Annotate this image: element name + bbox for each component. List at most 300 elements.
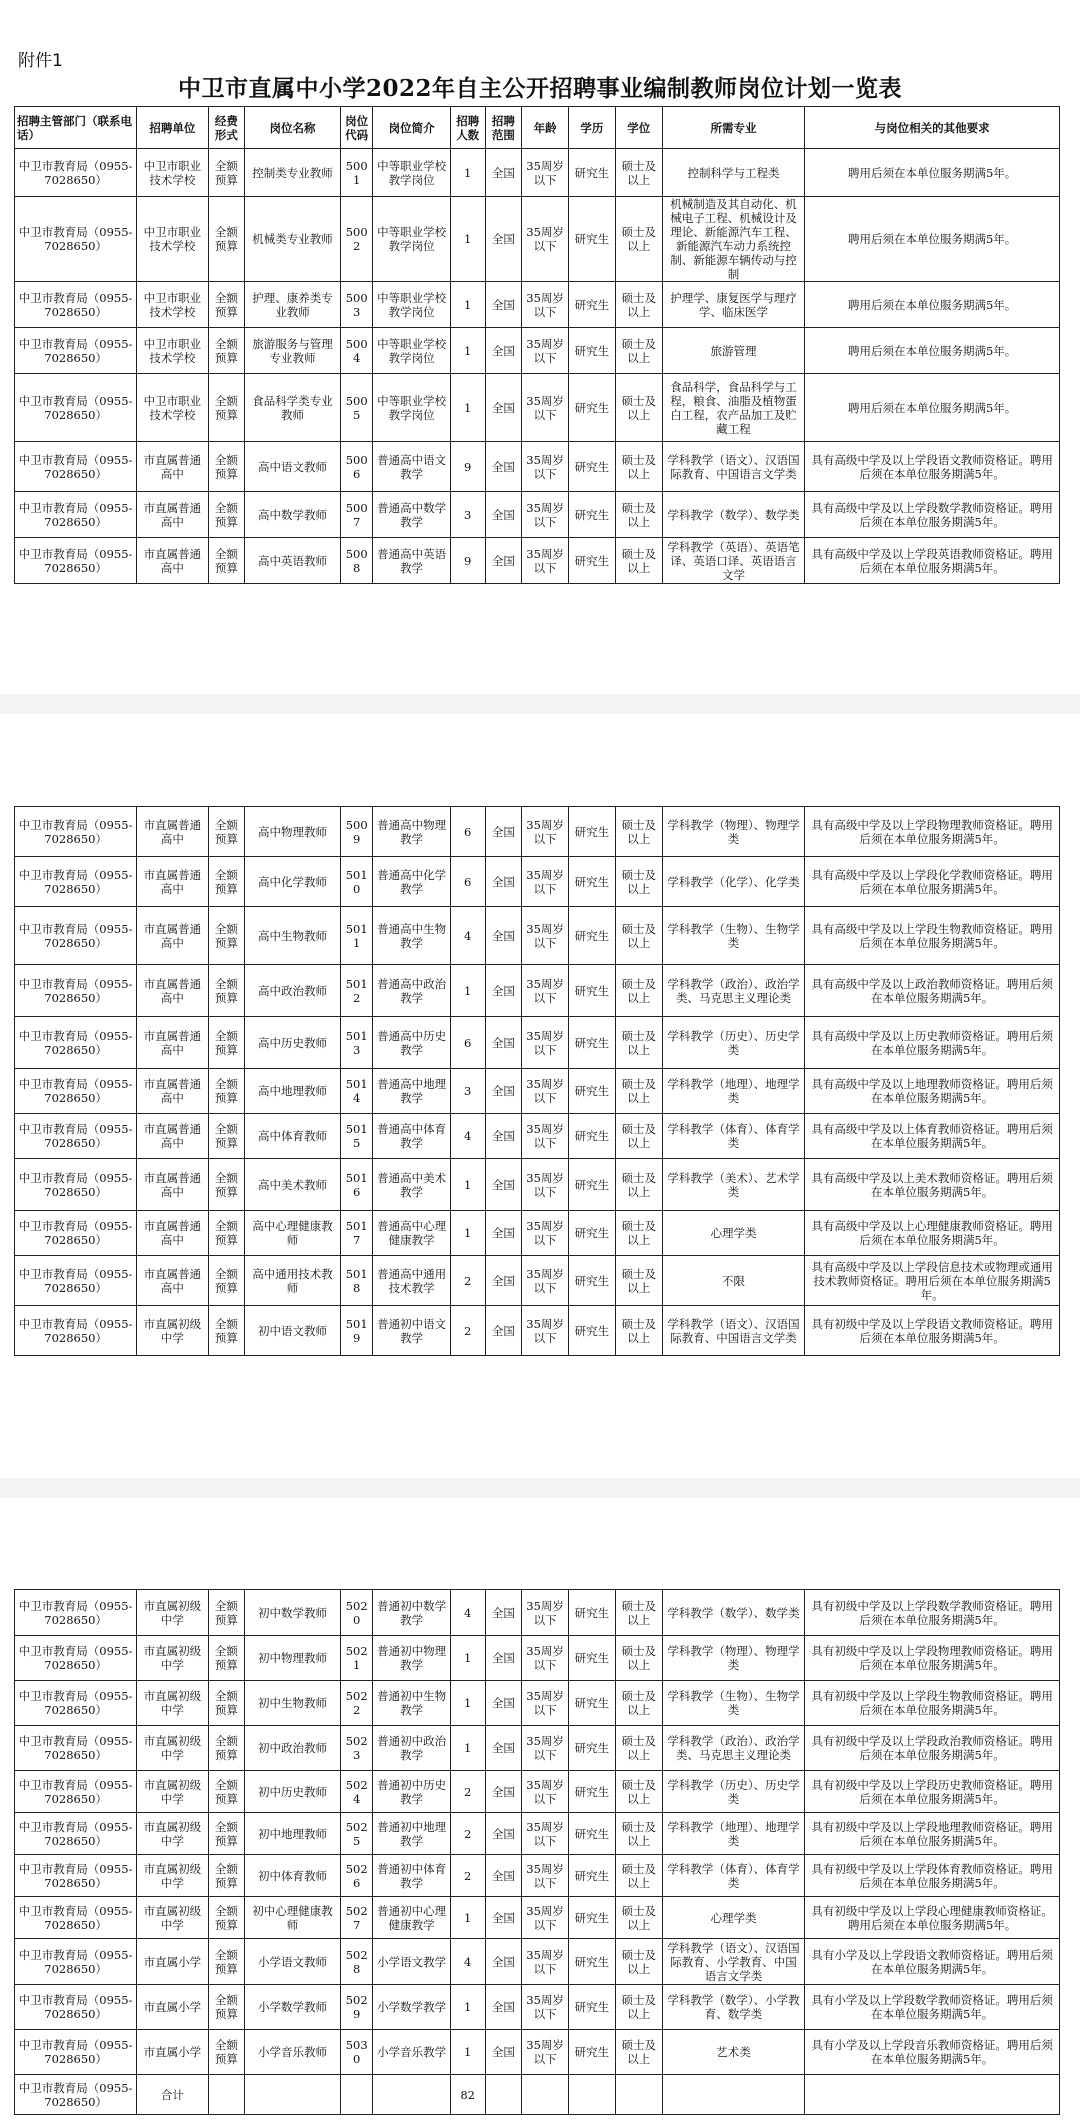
table-cell: 普通高中生物教学 bbox=[373, 907, 450, 965]
table-cell: 硕士及以上 bbox=[615, 492, 662, 538]
table-cell: 学科教学（生物）、生物学类 bbox=[662, 1681, 805, 1726]
table-cell: 聘用后须在本单位服务期满5年。 bbox=[805, 374, 1060, 442]
table-cell: 5017 bbox=[340, 1211, 373, 1256]
table-row bbox=[15, 1855, 1060, 1897]
table-row bbox=[15, 857, 1060, 907]
empty-cell bbox=[615, 2075, 662, 2115]
table-cell: 学科教学（物理）、物理学类 bbox=[662, 1636, 805, 1681]
table-cell: 1 bbox=[450, 965, 485, 1017]
table-cell: 市直属初级中学 bbox=[137, 1855, 208, 1897]
table-cell: 全国 bbox=[485, 538, 522, 584]
table-cell: 高中生物教师 bbox=[245, 907, 341, 965]
table-cell: 普通高中通用技术教学 bbox=[373, 1256, 450, 1306]
table-cell: 研究生 bbox=[569, 374, 616, 442]
column-header: 岗位名称 bbox=[245, 107, 341, 149]
table-row bbox=[15, 1636, 1060, 1681]
table-cell: 普通高中政治教学 bbox=[373, 965, 450, 1017]
table-cell: 研究生 bbox=[569, 328, 616, 374]
table-row bbox=[15, 1159, 1060, 1211]
table-cell: 初中地理教师 bbox=[245, 1813, 341, 1855]
table-cell: 1 bbox=[450, 374, 485, 442]
table-cell: 小学音乐教师 bbox=[245, 2030, 341, 2075]
table-cell: 35周岁以下 bbox=[522, 1069, 569, 1114]
table-cell: 具有高级中学及以上心理健康教师资格证。聘用后须在本单位服务期满5年。 bbox=[805, 1211, 1060, 1256]
table-cell: 硕士及以上 bbox=[615, 1939, 662, 1985]
table-cell: 具有高级中学及以上学段信息技术或物理或通用技术教师资格证。聘用后须在本单位服务期满5年。 bbox=[805, 1256, 1060, 1306]
table-row bbox=[15, 282, 1060, 328]
table-cell: 研究生 bbox=[569, 1069, 616, 1114]
table-cell: 全国 bbox=[485, 807, 522, 857]
table-cell: 全国 bbox=[485, 1681, 522, 1726]
table-cell: 4 bbox=[450, 1590, 485, 1636]
table-cell: 硕士及以上 bbox=[615, 907, 662, 965]
table-row bbox=[15, 2030, 1060, 2075]
table-cell: 市直属初级中学 bbox=[137, 1813, 208, 1855]
table-cell: 硕士及以上 bbox=[615, 965, 662, 1017]
table-cell: 研究生 bbox=[569, 1897, 616, 1939]
table-cell: 全额预算 bbox=[208, 1256, 245, 1306]
table-cell: 硕士及以上 bbox=[615, 1306, 662, 1356]
table-cell: 5016 bbox=[340, 1159, 373, 1211]
table-cell: 不限 bbox=[662, 1256, 805, 1306]
table-cell: 全额预算 bbox=[208, 149, 245, 197]
table-cell: 5030 bbox=[340, 2030, 373, 2075]
table-cell: 全额预算 bbox=[208, 282, 245, 328]
table-cell: 中卫市教育局（0955-7028650） bbox=[15, 282, 137, 328]
table-cell: 全国 bbox=[485, 857, 522, 907]
table-cell: 硕士及以上 bbox=[615, 1985, 662, 2030]
table-cell: 1 bbox=[450, 1681, 485, 1726]
table-cell: 具有初级中学及以上学段物理教师资格证。聘用后须在本单位服务期满5年。 bbox=[805, 1636, 1060, 1681]
table-cell: 学科教学（语文）、汉语国际教育、中国语言文学类 bbox=[662, 442, 805, 492]
table-cell: 5001 bbox=[340, 149, 373, 197]
table-cell: 艺术类 bbox=[662, 2030, 805, 2075]
table-cell: 全国 bbox=[485, 907, 522, 965]
table-cell: 初中体育教师 bbox=[245, 1855, 341, 1897]
table-cell: 市直属初级中学 bbox=[137, 1590, 208, 1636]
table-cell: 市直属普通高中 bbox=[137, 442, 208, 492]
column-header: 经费形式 bbox=[208, 107, 245, 149]
table-cell: 35周岁以下 bbox=[522, 1681, 569, 1726]
table-cell: 具有初级中学及以上学段政治教师资格证。聘用后须在本单位服务期满5年。 bbox=[805, 1726, 1060, 1771]
table-cell: 中卫市教育局（0955-7028650） bbox=[15, 1017, 137, 1069]
table-cell: 学科教学（地理）、地理学类 bbox=[662, 1813, 805, 1855]
table-cell: 普通高中美术教学 bbox=[373, 1159, 450, 1211]
table-cell: 普通高中语文教学 bbox=[373, 442, 450, 492]
table-cell: 全额预算 bbox=[208, 807, 245, 857]
table-cell: 普通高中体育教学 bbox=[373, 1114, 450, 1159]
table-cell: 5008 bbox=[340, 538, 373, 584]
table-cell: 小学数学教师 bbox=[245, 1985, 341, 2030]
table-cell: 具有初级中学及以上学段历史教师资格证。聘用后须在本单位服务期满5年。 bbox=[805, 1771, 1060, 1813]
table-cell: 5003 bbox=[340, 282, 373, 328]
table-cell: 小学音乐教学 bbox=[373, 2030, 450, 2075]
table-cell: 研究生 bbox=[569, 538, 616, 584]
table-cell: 全国 bbox=[485, 1017, 522, 1069]
table-cell: 普通高中数学教学 bbox=[373, 492, 450, 538]
table-cell: 市直属普通高中 bbox=[137, 1211, 208, 1256]
table-row bbox=[15, 1681, 1060, 1726]
table-cell: 普通初中物理教学 bbox=[373, 1636, 450, 1681]
table-cell: 5013 bbox=[340, 1017, 373, 1069]
table-cell: 中卫市教育局（0955-7028650） bbox=[15, 1726, 137, 1771]
table-cell: 35周岁以下 bbox=[522, 282, 569, 328]
table-row bbox=[15, 328, 1060, 374]
table-cell: 全额预算 bbox=[208, 1017, 245, 1069]
table-cell: 5005 bbox=[340, 374, 373, 442]
table-row bbox=[15, 965, 1060, 1017]
table-cell: 市直属普通高中 bbox=[137, 807, 208, 857]
table-cell: 全额预算 bbox=[208, 1211, 245, 1256]
table-row bbox=[15, 1069, 1060, 1114]
table-cell: 学科教学（体育）、体育学类 bbox=[662, 1855, 805, 1897]
table-cell: 35周岁以下 bbox=[522, 2030, 569, 2075]
table-cell: 全国 bbox=[485, 1114, 522, 1159]
table-cell: 学科教学（政治）、政治学类、马克思主义理论类 bbox=[662, 1726, 805, 1771]
table-cell: 5023 bbox=[340, 1726, 373, 1771]
table-cell: 全国 bbox=[485, 328, 522, 374]
table-cell: 学科教学（历史）、历史学类 bbox=[662, 1017, 805, 1069]
table-cell: 市直属普通高中 bbox=[137, 1256, 208, 1306]
table-row bbox=[15, 1985, 1060, 2030]
table-cell: 2 bbox=[450, 1256, 485, 1306]
table-cell: 具有小学及以上学段语文教师资格证。聘用后须在本单位服务期满5年。 bbox=[805, 1939, 1060, 1985]
table-row bbox=[15, 149, 1060, 197]
table-cell: 5020 bbox=[340, 1590, 373, 1636]
table-cell: 1 bbox=[450, 282, 485, 328]
table-row bbox=[15, 907, 1060, 965]
table-row bbox=[15, 1211, 1060, 1256]
table-cell: 初中语文教师 bbox=[245, 1306, 341, 1356]
table-cell: 普通高中地理教学 bbox=[373, 1069, 450, 1114]
table-cell: 35周岁以下 bbox=[522, 1636, 569, 1681]
table-cell: 全额预算 bbox=[208, 965, 245, 1017]
table-cell: 全额预算 bbox=[208, 442, 245, 492]
table-cell: 1 bbox=[450, 328, 485, 374]
table-cell: 中卫市教育局（0955-7028650） bbox=[15, 1985, 137, 2030]
table-cell: 旅游管理 bbox=[662, 328, 805, 374]
table-cell: 中卫市职业技术学校 bbox=[137, 282, 208, 328]
table-cell: 中等职业学校教学岗位 bbox=[373, 374, 450, 442]
table-cell: 高中语文教师 bbox=[245, 442, 341, 492]
positions-table-page-1 bbox=[14, 106, 1060, 584]
table-cell: 具有高级中学及以上学段语文教师资格证。聘用后须在本单位服务期满5年。 bbox=[805, 442, 1060, 492]
table-cell: 中卫市教育局（0955-7028650） bbox=[15, 1681, 137, 1726]
table-cell: 小学语文教学 bbox=[373, 1939, 450, 1985]
table-cell: 初中心理健康教师 bbox=[245, 1897, 341, 1939]
table-cell: 全额预算 bbox=[208, 1590, 245, 1636]
table-cell: 硕士及以上 bbox=[615, 1636, 662, 1681]
table-cell: 中等职业学校教学岗位 bbox=[373, 197, 450, 282]
table-cell: 中卫市教育局（0955-7028650） bbox=[15, 1159, 137, 1211]
table-cell: 5010 bbox=[340, 857, 373, 907]
table-cell: 研究生 bbox=[569, 857, 616, 907]
empty-cell bbox=[569, 2075, 616, 2115]
table-cell: 市直属普通高中 bbox=[137, 1114, 208, 1159]
table-cell: 35周岁以下 bbox=[522, 857, 569, 907]
table-cell: 3 bbox=[450, 1069, 485, 1114]
table-cell: 小学数学教学 bbox=[373, 1985, 450, 2030]
table-row bbox=[15, 1771, 1060, 1813]
table-cell: 中卫市教育局（0955-7028650） bbox=[15, 1211, 137, 1256]
table-cell: 中卫市职业技术学校 bbox=[137, 328, 208, 374]
table-cell: 具有初级中学及以上学段地理教师资格证。聘用后须在本单位服务期满5年。 bbox=[805, 1813, 1060, 1855]
table-cell: 研究生 bbox=[569, 492, 616, 538]
column-header: 招聘主管部门（联系电话） bbox=[15, 107, 137, 149]
table-cell: 中卫市职业技术学校 bbox=[137, 374, 208, 442]
table-cell: 35周岁以下 bbox=[522, 1256, 569, 1306]
table-cell: 研究生 bbox=[569, 2030, 616, 2075]
table-cell: 全国 bbox=[485, 197, 522, 282]
table-cell: 9 bbox=[450, 442, 485, 492]
table-cell: 5018 bbox=[340, 1256, 373, 1306]
table-cell: 1 bbox=[450, 1159, 485, 1211]
column-header: 与岗位相关的其他要求 bbox=[805, 107, 1060, 149]
table-cell: 学科教学（地理）、地理学类 bbox=[662, 1069, 805, 1114]
table-cell: 6 bbox=[450, 857, 485, 907]
table-cell: 中卫市教育局（0955-7028650） bbox=[15, 1636, 137, 1681]
table-cell: 初中生物教师 bbox=[245, 1681, 341, 1726]
table-cell: 学科教学（英语）、英语笔译、英语口译、英语语言文学 bbox=[662, 538, 805, 584]
table-cell: 35周岁以下 bbox=[522, 1897, 569, 1939]
table-cell: 全额预算 bbox=[208, 328, 245, 374]
column-header: 岗位简介 bbox=[373, 107, 450, 149]
table-cell: 市直属普通高中 bbox=[137, 538, 208, 584]
table-cell: 5006 bbox=[340, 442, 373, 492]
table-cell: 学科教学（体育）、体育学类 bbox=[662, 1114, 805, 1159]
table-cell: 全额预算 bbox=[208, 1855, 245, 1897]
table-row bbox=[15, 1306, 1060, 1356]
table-cell: 小学语文教师 bbox=[245, 1939, 341, 1985]
table-cell: 研究生 bbox=[569, 1985, 616, 2030]
table-cell: 市直属普通高中 bbox=[137, 1017, 208, 1069]
table-cell: 中卫市职业技术学校 bbox=[137, 149, 208, 197]
table-cell: 具有初级中学及以上学段生物教师资格证。聘用后须在本单位服务期满5年。 bbox=[805, 1681, 1060, 1726]
table-cell: 5007 bbox=[340, 492, 373, 538]
column-header: 所需专业 bbox=[662, 107, 805, 149]
empty-cell bbox=[208, 2075, 245, 2115]
table-cell: 35周岁以下 bbox=[522, 1159, 569, 1211]
table-cell: 普通初中心理健康教学 bbox=[373, 1897, 450, 1939]
table-cell: 中卫市教育局（0955-7028650） bbox=[15, 1069, 137, 1114]
table-cell: 硕士及以上 bbox=[615, 538, 662, 584]
table-cell: 中卫市职业技术学校 bbox=[137, 197, 208, 282]
table-cell: 研究生 bbox=[569, 442, 616, 492]
table-cell: 高中数学教师 bbox=[245, 492, 341, 538]
table-cell: 聘用后须在本单位服务期满5年。 bbox=[805, 197, 1060, 282]
table-cell: 中卫市教育局（0955-7028650） bbox=[15, 1771, 137, 1813]
table-cell: 具有高级中学及以上学段数学教师资格证。聘用后须在本单位服务期满5年。 bbox=[805, 492, 1060, 538]
table-cell: 5024 bbox=[340, 1771, 373, 1813]
table-cell: 4 bbox=[450, 1939, 485, 1985]
table-cell: 普通初中历史教学 bbox=[373, 1771, 450, 1813]
table-cell: 研究生 bbox=[569, 1114, 616, 1159]
column-header: 招聘范围 bbox=[485, 107, 522, 149]
table-cell: 中卫市教育局（0955-7028650） bbox=[15, 149, 137, 197]
table-cell: 全国 bbox=[485, 492, 522, 538]
table-cell: 中等职业学校教学岗位 bbox=[373, 149, 450, 197]
table-cell: 研究生 bbox=[569, 197, 616, 282]
table-row bbox=[15, 1017, 1060, 1069]
table-cell: 全国 bbox=[485, 1256, 522, 1306]
table-cell: 硕士及以上 bbox=[615, 1211, 662, 1256]
table-cell: 具有高级中学及以上美术教师资格证。聘用后须在本单位服务期满5年。 bbox=[805, 1159, 1060, 1211]
table-cell: 全国 bbox=[485, 374, 522, 442]
table-cell: 5015 bbox=[340, 1114, 373, 1159]
table-cell: 5021 bbox=[340, 1636, 373, 1681]
table-cell: 35周岁以下 bbox=[522, 807, 569, 857]
table-cell: 具有初级中学及以上学段语文教师资格证。聘用后须在本单位服务期满5年。 bbox=[805, 1306, 1060, 1356]
table-cell: 2 bbox=[450, 1855, 485, 1897]
table-cell: 5012 bbox=[340, 965, 373, 1017]
table-cell: 全国 bbox=[485, 1855, 522, 1897]
table-cell: 学科教学（数学）、数学类 bbox=[662, 492, 805, 538]
table-cell: 35周岁以下 bbox=[522, 374, 569, 442]
table-cell: 全国 bbox=[485, 1636, 522, 1681]
table-row bbox=[15, 442, 1060, 492]
table-cell: 5029 bbox=[340, 1985, 373, 2030]
table-cell: 高中英语教师 bbox=[245, 538, 341, 584]
table-cell: 初中物理教师 bbox=[245, 1636, 341, 1681]
table-cell: 1 bbox=[450, 1897, 485, 1939]
table-cell: 硕士及以上 bbox=[615, 282, 662, 328]
table-cell: 6 bbox=[450, 807, 485, 857]
table-cell: 全额预算 bbox=[208, 1114, 245, 1159]
table-cell: 控制类专业教师 bbox=[245, 149, 341, 197]
table-cell: 高中化学教师 bbox=[245, 857, 341, 907]
table-cell: 初中数学教师 bbox=[245, 1590, 341, 1636]
table-row bbox=[15, 1114, 1060, 1159]
table-cell: 硕士及以上 bbox=[615, 1771, 662, 1813]
table-cell: 中卫市教育局（0955-7028650） bbox=[15, 1256, 137, 1306]
table-cell: 控制科学与工程类 bbox=[662, 149, 805, 197]
table-cell: 研究生 bbox=[569, 907, 616, 965]
table-cell: 全国 bbox=[485, 1211, 522, 1256]
table-cell: 旅游服务与管理专业教师 bbox=[245, 328, 341, 374]
table-cell: 5028 bbox=[340, 1939, 373, 1985]
table-cell: 硕士及以上 bbox=[615, 1813, 662, 1855]
table-cell: 35周岁以下 bbox=[522, 1114, 569, 1159]
table-cell: 中卫市教育局（0955-7028650） bbox=[15, 197, 137, 282]
table-cell: 具有初级中学及以上学段体育教师资格证。聘用后须在本单位服务期满5年。 bbox=[805, 1855, 1060, 1897]
table-cell: 2 bbox=[450, 1813, 485, 1855]
document-title: 中卫市直属中小学2022年自主公开招聘事业编制教师岗位计划一览表 bbox=[177, 75, 902, 102]
table-cell: 9 bbox=[450, 538, 485, 584]
table-cell: 全额预算 bbox=[208, 1636, 245, 1681]
table-cell: 全额预算 bbox=[208, 1939, 245, 1985]
table-cell: 全国 bbox=[485, 1985, 522, 2030]
table-cell: 心理学类 bbox=[662, 1211, 805, 1256]
positions-table-page-3 bbox=[14, 1589, 1060, 2115]
positions-table-page-2 bbox=[14, 806, 1060, 1356]
table-cell: 具有高级中学及以上体育教师资格证。聘用后须在本单位服务期满5年。 bbox=[805, 1114, 1060, 1159]
table-cell: 高中政治教师 bbox=[245, 965, 341, 1017]
empty-cell bbox=[662, 2075, 805, 2115]
table-cell: 全国 bbox=[485, 1813, 522, 1855]
table-cell: 市直属小学 bbox=[137, 2030, 208, 2075]
total-department: 中卫市教育局（0955-7028650） bbox=[15, 2075, 137, 2115]
table-row bbox=[15, 1939, 1060, 1985]
table-cell: 护理、康养类专业教师 bbox=[245, 282, 341, 328]
table-cell: 研究生 bbox=[569, 1771, 616, 1813]
attachment-label: 附件1 bbox=[18, 51, 63, 71]
table-cell: 中卫市教育局（0955-7028650） bbox=[15, 807, 137, 857]
table-cell: 1 bbox=[450, 149, 485, 197]
table-cell: 聘用后须在本单位服务期满5年。 bbox=[805, 282, 1060, 328]
table-cell: 市直属普通高中 bbox=[137, 1069, 208, 1114]
table-cell: 市直属初级中学 bbox=[137, 1636, 208, 1681]
table-cell: 研究生 bbox=[569, 1211, 616, 1256]
table-cell: 市直属普通高中 bbox=[137, 492, 208, 538]
table-cell: 全国 bbox=[485, 2030, 522, 2075]
table-cell: 中卫市教育局（0955-7028650） bbox=[15, 965, 137, 1017]
table-cell: 35周岁以下 bbox=[522, 1771, 569, 1813]
table-cell: 高中历史教师 bbox=[245, 1017, 341, 1069]
table-cell: 硕士及以上 bbox=[615, 807, 662, 857]
table-cell: 35周岁以下 bbox=[522, 538, 569, 584]
table-cell: 35周岁以下 bbox=[522, 197, 569, 282]
table-cell: 研究生 bbox=[569, 1636, 616, 1681]
table-cell: 普通初中语文教学 bbox=[373, 1306, 450, 1356]
table-cell: 1 bbox=[450, 1636, 485, 1681]
table-cell: 具有小学及以上学段音乐教师资格证。聘用后须在本单位服务期满5年。 bbox=[805, 2030, 1060, 2075]
table-cell: 全国 bbox=[485, 282, 522, 328]
table-cell: 4 bbox=[450, 907, 485, 965]
table-row bbox=[15, 1590, 1060, 1636]
table-cell: 市直属普通高中 bbox=[137, 1159, 208, 1211]
column-header: 招聘单位 bbox=[137, 107, 208, 149]
table-row bbox=[15, 1256, 1060, 1306]
table-row bbox=[15, 1726, 1060, 1771]
table-cell: 硕士及以上 bbox=[615, 1017, 662, 1069]
table-cell: 初中政治教师 bbox=[245, 1726, 341, 1771]
table-cell: 学科教学（化学）、化学类 bbox=[662, 857, 805, 907]
table-cell: 机械类专业教师 bbox=[245, 197, 341, 282]
table-cell: 具有高级中学及以上学段英语教师资格证。聘用后须在本单位服务期满5年。 bbox=[805, 538, 1060, 584]
table-cell: 硕士及以上 bbox=[615, 1069, 662, 1114]
table-cell: 中卫市教育局（0955-7028650） bbox=[15, 374, 137, 442]
table-cell: 5027 bbox=[340, 1897, 373, 1939]
table-cell: 研究生 bbox=[569, 1855, 616, 1897]
table-row bbox=[15, 538, 1060, 584]
table-cell: 聘用后须在本单位服务期满5年。 bbox=[805, 328, 1060, 374]
table-cell: 学科教学（数学）、数学类 bbox=[662, 1590, 805, 1636]
table-cell: 中卫市教育局（0955-7028650） bbox=[15, 1590, 137, 1636]
table-cell: 具有小学及以上学段数学教师资格证。聘用后须在本单位服务期满5年。 bbox=[805, 1985, 1060, 2030]
table-cell: 全国 bbox=[485, 1726, 522, 1771]
table-cell: 35周岁以下 bbox=[522, 1939, 569, 1985]
table-cell: 普通高中物理教学 bbox=[373, 807, 450, 857]
table-cell: 学科教学（物理）、物理学类 bbox=[662, 807, 805, 857]
table-cell: 硕士及以上 bbox=[615, 197, 662, 282]
table-cell: 全额预算 bbox=[208, 1985, 245, 2030]
table-cell: 中卫市教育局（0955-7028650） bbox=[15, 907, 137, 965]
table-cell: 研究生 bbox=[569, 282, 616, 328]
table-cell: 35周岁以下 bbox=[522, 442, 569, 492]
table-cell: 35周岁以下 bbox=[522, 965, 569, 1017]
table-cell: 普通初中数学教学 bbox=[373, 1590, 450, 1636]
table-cell: 全国 bbox=[485, 1771, 522, 1813]
table-cell: 5025 bbox=[340, 1813, 373, 1855]
table-cell: 硕士及以上 bbox=[615, 1114, 662, 1159]
table-cell: 中卫市教育局（0955-7028650） bbox=[15, 492, 137, 538]
table-cell: 研究生 bbox=[569, 1813, 616, 1855]
empty-cell bbox=[805, 2075, 1060, 2115]
empty-cell bbox=[373, 2075, 450, 2115]
table-cell: 硕士及以上 bbox=[615, 1681, 662, 1726]
table-cell: 硕士及以上 bbox=[615, 328, 662, 374]
table-cell: 全国 bbox=[485, 1590, 522, 1636]
